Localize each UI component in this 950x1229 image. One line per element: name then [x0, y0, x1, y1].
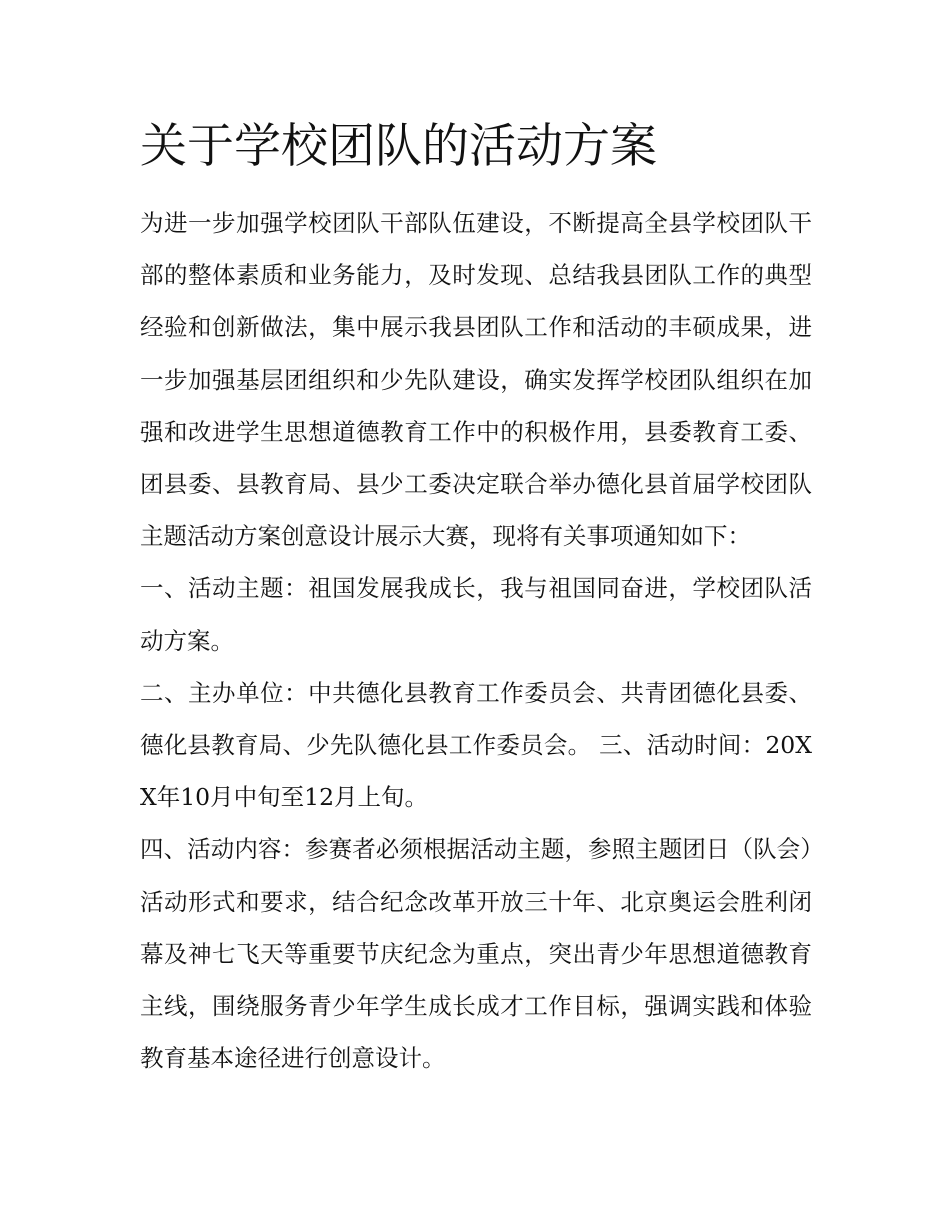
paragraph-theme: 一、活动主题：祖国发展我成长，我与祖国同奋进，学校团队活动方案。	[140, 574, 812, 655]
paragraph-intro: 为进一步加强学校团队干部队伍建设，不断提高全县学校团队干部的整体素质和业务能力，及时发现、总结我县团队工作的典型经验和创新做法，集中展示我县团队工作和活动的丰硕成果，进一步加强基层团组织和少先队建设，确实发挥学校团队组织在加强和改进学生思想道德教育工作中的积极作用，县委教育工委、团县委、县教育局、县少工委决定联合举办德化县首届学校团队主题活动方案创意设计展示大赛，现将有关事项通知如下：	[140, 209, 812, 551]
paragraph-organizers-time: 二、主办单位：中共德化县教育工作委员会、共青团德化县委、德化县教育局、少先队德化县工作委员会。 三、活动时间：20XX年10月中旬至12月上旬。	[140, 678, 812, 812]
paragraph-content: 四、活动内容：参赛者必须根据活动主题，参照主题团日（队会）活动形式和要求，结合纪念改革开放三十年、北京奥运会胜利闭幕及神七飞天等重要节庆纪念为重点，突出青少年思想道德教育主线，围绕服务青少年学生成长成才工作目标，强调实践和体验教育基本途径进行创意设计。	[140, 835, 812, 1073]
document-title: 关于学校团队的活动方案	[140, 119, 657, 174]
document-body	[140, 197, 812, 1084]
